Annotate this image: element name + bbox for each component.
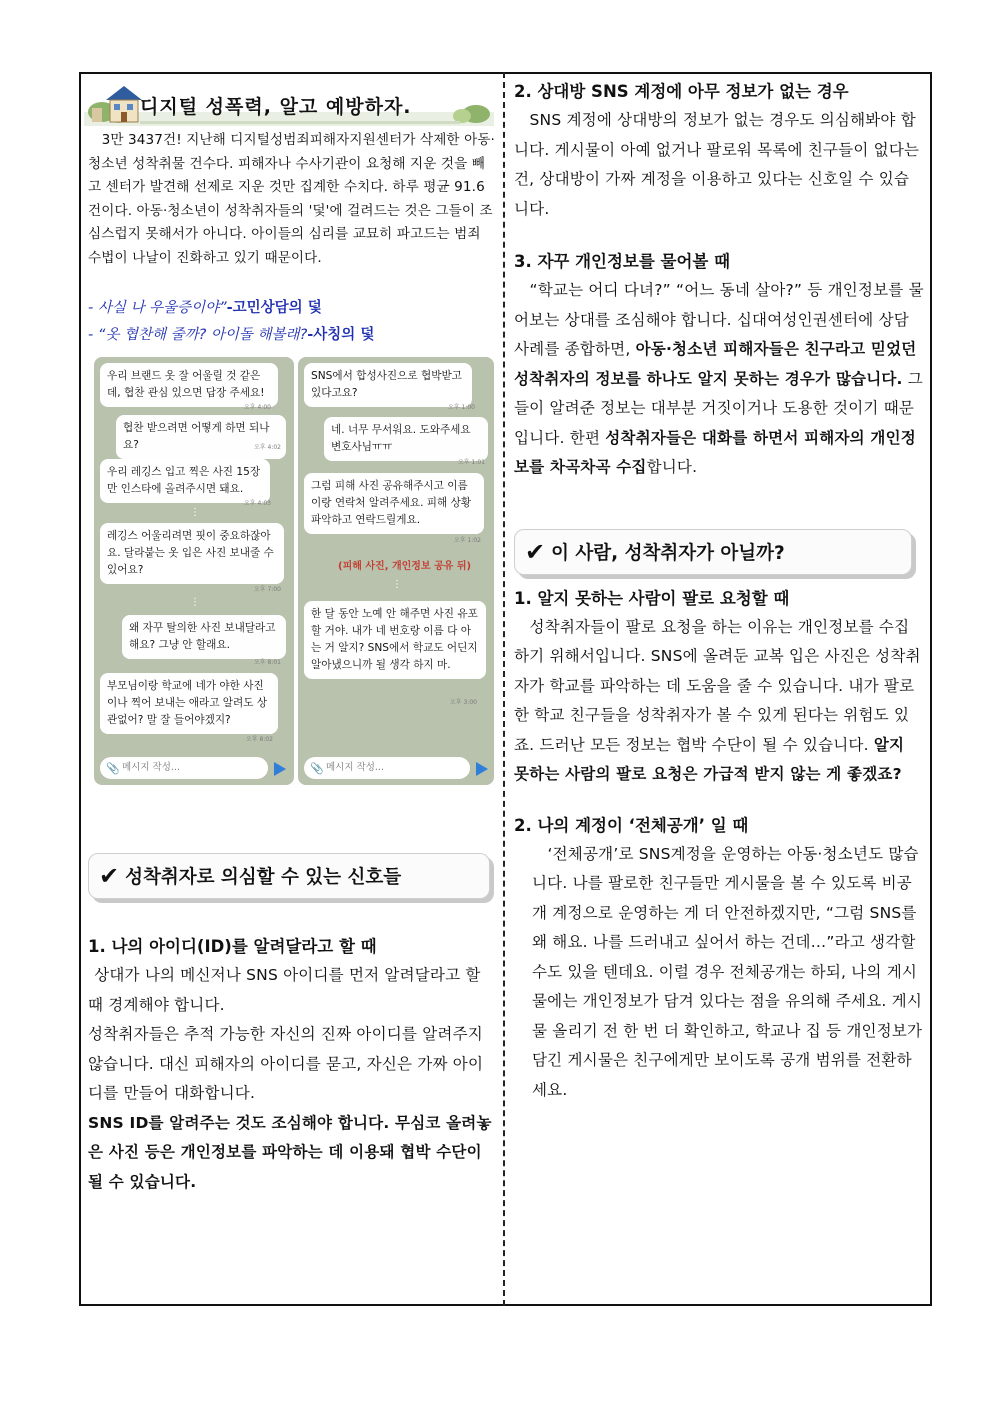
section-personal-info [514,248,924,483]
attach-icon[interactable]: 📎 [310,762,324,775]
section-heading: 1. 나의 아이디(ID)를 알려달라고 할 때 [88,937,377,956]
chat-bubble: SNS에서 합성사진으로 협박받고 있다고요? [304,363,472,407]
checkmark-icon: ✔ [99,862,120,890]
chat-time: 오후 4:00 [244,404,271,411]
trap-list [88,295,496,349]
chat-bubble: 부모님이랑 학교에 네가 야한 사진이나 찍어 보내는 애라고 알려도 상관없어? 말 잘 들어야겠지? [100,673,278,734]
chat-time: 오후 8:01 [254,659,281,666]
section-paragraph: 상대가 나의 메신저나 SNS 아이디를 먼저 알려달라고 할 때 경계해야 합니다. [88,966,481,1014]
section-heading: 2. 상대방 SNS 계정에 아무 정보가 없는 경우 [514,82,849,101]
chat-bubble: 그럼 피해 사진 공유해주시고 이름이랑 연락처 알려주세요. 피해 상황 파악하고 연락드릴게요. [304,473,484,534]
chat-screenshots [94,357,494,785]
chat-bubble: 레깅스 어울리려면 핏이 중요하잖아요. 달라붙는 옷 입은 사진 보내줄 수 있어요? [100,523,284,584]
send-icon[interactable] [274,762,286,776]
section-public-account [514,812,924,1106]
section-heading: 2. 나의 계정이 ‘전체공개’ 일 때 [514,815,749,835]
column-divider [503,72,505,1306]
section-paragraph [514,276,924,483]
text-run: “학교는 어디 다녀?” “어느 동네 살아?” 등 개인정보를 물어보는 상대를 조심해야 합니다. 십대여성인권센터에 상담 사례를 종합하면, [514,281,924,358]
chat-time: 오후 1:02 [454,537,481,544]
send-icon[interactable] [476,762,488,776]
signals-heading: 성착취자로 의심할 수 있는 신호들 [125,867,402,888]
section-heading: 1. 알지 못하는 사람이 팔로 요청할 때 [514,588,790,608]
chat-bubble: 한 달 동안 노예 안 해주면 사진 유포할 거야. 내가 네 번호랑 이름 다 아는 거 알지? SNS에서 학교도 어딘지 알아냈으니까 될 생각 하지 마. [304,601,486,679]
left-column [88,82,496,1197]
chat-note: (피해 사진, 개인정보 공유 뒤) [338,561,472,572]
chat-bubble: 우리 브랜드 옷 잘 어울릴 것 같은데, 협찬 관심 있으면 답장 주세요! [100,363,278,407]
section-heading: 3. 자꾸 개인정보를 물어볼 때 [514,252,731,271]
text-run: 합니다. [646,458,698,476]
section-follow-request [514,585,924,790]
chat-time: 오후 4:02 [254,444,281,451]
chat-bubble: 협찬 받으려면 어떻게 하면 되나요? [116,415,286,459]
text-run: 성착취자들이 팔로 요청을 하는 이유는 개인정보를 수집하기 위해서입니다. SNS에 올려둔 교복 입은 사진은 성착취자가 학교를 파악하는 데 도움을 줄 수 있습니다. 내가 팔로한 학교 친구들을 성착취자가 볼 수 있게 된다는 위험도 있죠. 드러난 모든 정보는 협박 수단이 될 수 있습니다. [514,617,921,754]
trap-quote: - 사실 나 우울증이야” [88,300,227,316]
section-paragraph [514,613,924,790]
text-run-bold: 성착취자들은 대화를 하면서 피해자의 개인정보를 차곡차곡 수집 [514,428,916,476]
intro-paragraph: 3만 3437건! 지난해 디지털성범죄피해자지원센터가 삭제한 아동·청소년 성착취물 건수다. 피해자나 수사기관이 요청해 지운 것을 빼고 센터가 발견해 선제로 지운 것만 집계한 수치다. 하루 평균 91.6건이다. 아동·청소년이 성착취자들의 '덫'에 걸려드는 것은 그들이 조심스럽지 못해서가 아니다. 아이들의 심리를 교묘히 파고드는 범죄 수법이 나날이 진화하고 있기 때문이다. [88,132,495,266]
checkmark-icon: ✔ [525,537,546,566]
ellipsis-icon: ⋮ [190,597,200,608]
message-input[interactable]: 메시지 작성... [100,757,268,779]
trap-name: -사칭의 덫 [307,327,375,343]
section-empty-account [514,78,924,224]
trap-item [88,295,496,322]
chat-time: 오후 1:01 [458,459,485,466]
chat-time: 오후 3:00 [450,699,477,706]
signals-callout [88,853,490,899]
section-id-request [88,933,496,1197]
trap-name: -고민상담의 덫 [226,300,322,316]
ellipsis-icon: ⋮ [392,579,402,590]
chat-bubble: 왜 자꾸 탈의한 사진 보내달라고 해요? 그냥 안 할래요. [122,615,286,659]
groomer-callout [514,529,912,575]
chat-bubble: 네. 너무 무서워요. 도와주세요 변호사님ㅠㅠ [324,417,488,461]
text-run-bold: 알지 못하는 사람의 팔로 요청은 가급적 받지 않는 게 좋겠죠? [514,735,905,783]
section-paragraph: ‘전체공개’로 SNS계정을 운영하는 아동·청소년도 많습니다. 나를 팔로한 친구들만 게시물을 볼 수 있도록 비공개 계정으로 운영하는 게 더 안전하겠지만, “그럼 SNS를 왜 해요. 나를 드러내고 싶어서 하는 건데…”라고 생각할 수도 있을 텐데요. 이럴 경우 전체공개는 하되, 나의 게시물에는 개인정보가 담겨 있다는 점을 유의해 주세요. 게시물 올리기 전 한 번 더 확인하고, 학교나 집 등 개인정보가 담긴 게시물은 친구에게만 보이도록 공개 범위를 전환하세요. [532,844,923,1099]
message-input[interactable]: 메시지 작성... [304,757,470,779]
chat-phone-right [298,357,494,785]
title-banner [84,82,494,126]
chat-time: 오후 4:03 [244,500,271,507]
section-paragraph: 성착취자들은 추적 가능한 자신의 진짜 아이디를 알려주지 않습니다. 대신 피해자의 아이디를 묻고, 자신은 가짜 아이디를 만들어 대화합니다. [88,1025,484,1102]
chat-bubble: 우리 레깅스 입고 찍은 사진 15장만 인스타에 올려주시면 돼요. [100,459,270,503]
right-column [514,78,924,1105]
ellipsis-icon: ⋮ [190,507,200,518]
chat-phone-left [94,357,294,785]
text-run: 그들이 알려준 정보는 대부분 거짓이거나 도용한 것이기 때문입니다. 한편 [514,369,923,447]
text-run-bold: 아동·청소년 피해자들은 친구라고 믿었던 성착취자의 정보를 하나도 알지 못하는 경우가 많습니다. [514,340,917,388]
trap-quote: - “옷 협찬해 줄까? 아이돌 해볼래? [88,327,308,343]
chat-time: 오후 1:00 [448,404,475,411]
trap-item [88,322,496,349]
page-title: 디지털 성폭력, 알고 예방하자. [140,96,412,118]
chat-time: 오후 7:00 [254,586,281,593]
section-paragraph-emphasis: SNS ID를 알려주는 것도 조심해야 합니다. 무심코 올려놓은 사진 등은 개인정보를 파악하는 데 이용돼 협박 수단이 될 수 있습니다. [88,1113,492,1191]
groomer-heading: 이 사람, 성착취자가 아닐까? [551,542,785,564]
attach-icon[interactable]: 📎 [106,762,120,775]
chat-time: 오후 8:02 [246,736,273,743]
section-paragraph: SNS 계정에 상대방의 정보가 없는 경우도 의심해봐야 합니다. 게시물이 아예 없거나 팔로워 목록에 친구들이 없다는 건, 상대방이 가짜 계정을 이용하고 있다는 신호일 수 있습니다. [514,111,920,218]
